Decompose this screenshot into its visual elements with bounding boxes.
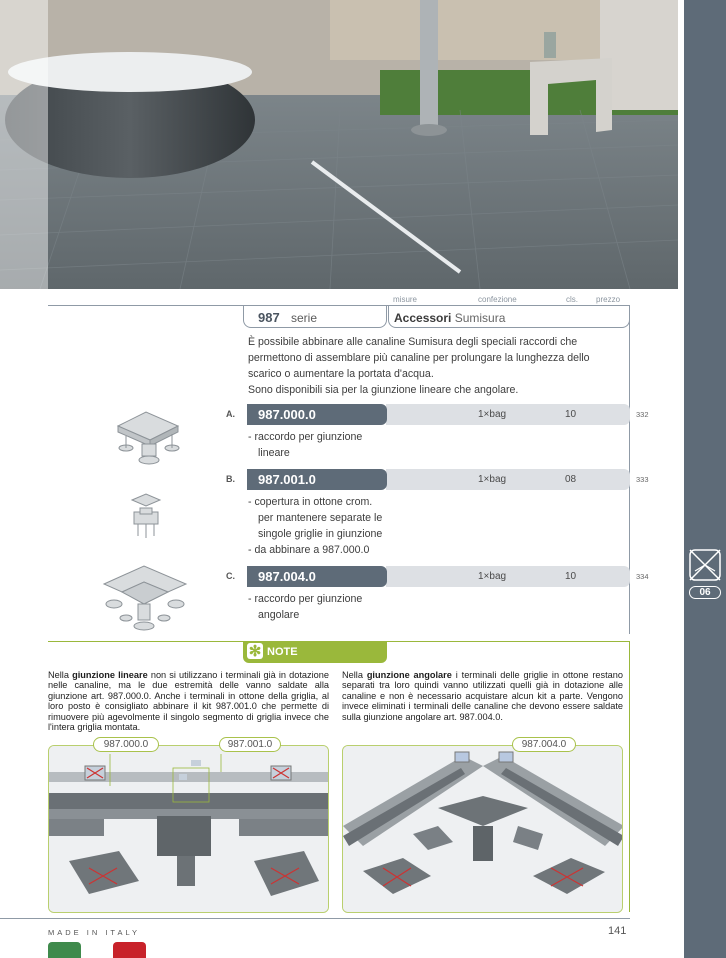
product-ref: 332 <box>636 410 649 419</box>
right-rule <box>629 306 630 634</box>
product-code[interactable]: 987.000.0 <box>247 404 387 425</box>
footer-rule <box>0 918 630 919</box>
note-left-post: non si utilizzano i terminali già in dotazione nelle canaline, ma le due estremità delle vanno saldate alla giunzione art. 987.000.0. Anche i terminali in ottone della griglia, al loro posto è consigliato abbinare il kit 987.001.0 che permette di rimuovere più agevolmente il singolo segmento di griglia invece che l'intera griglia montata. <box>48 670 330 733</box>
product-image-987001 <box>128 490 164 542</box>
italy-flag-green <box>48 942 81 958</box>
product-letter: B. <box>226 474 235 484</box>
product-bullet: - copertura in ottone crom. <box>248 496 373 508</box>
note-left-pre: Nella <box>48 670 73 680</box>
tag-987004: 987.004.0 <box>512 737 576 752</box>
hero-photo <box>0 0 678 289</box>
product-bullet: singole griglie in giunzione <box>258 528 383 540</box>
note-left-bold: giunzione lineare <box>72 670 148 680</box>
product-image-987004 <box>98 560 192 638</box>
asterisk-icon: ✻ <box>248 643 262 660</box>
sidebar-band <box>684 0 726 958</box>
product-image-987000 <box>108 404 188 468</box>
tag-987000: 987.000.0 <box>93 737 159 752</box>
page-number: 141 <box>608 925 627 937</box>
product-bullet: - raccordo per giunzione <box>248 593 363 605</box>
product-ref: 333 <box>636 475 649 484</box>
description-line: permettono di assemblare più canaline per prolungare la lunghezza dello <box>248 352 590 364</box>
linear-junction-image <box>48 745 329 913</box>
note-right-bold: giunzione angolare <box>366 670 452 680</box>
product-cls: 08 <box>565 474 577 485</box>
product-cls: 10 <box>565 409 577 420</box>
description-line: scarico o aumentare la portata d'acqua. <box>248 368 434 380</box>
angular-junction-image <box>342 745 623 913</box>
description-line: Sono disponibili sia per la giunzione lineare che angolare. <box>248 384 519 396</box>
note-left-text <box>48 670 329 732</box>
note-label: NOTE <box>267 646 298 658</box>
product-bullet: angolare <box>258 609 300 621</box>
product-band <box>386 469 630 490</box>
page-tab[interactable]: 06 <box>689 586 721 599</box>
col-prezzo: prezzo <box>596 295 621 304</box>
serie-label: serie <box>291 311 318 325</box>
description-line: È possibile abbinare alle canaline Sumisura degli speciali raccordi che <box>248 336 578 348</box>
product-bullet: per mantenere separate le <box>258 512 383 524</box>
product-code[interactable]: 987.004.0 <box>247 566 387 587</box>
serie-number: 987 <box>258 310 280 325</box>
section-title <box>394 311 505 325</box>
product-confezione: 1×bag <box>478 474 507 485</box>
product-bullet: lineare <box>258 447 290 459</box>
product-confezione: 1×bag <box>478 571 507 582</box>
product-cls: 10 <box>565 571 577 582</box>
product-bullet: - da abbinare a 987.000.0 <box>248 544 370 556</box>
product-code[interactable]: 987.001.0 <box>247 469 387 490</box>
section-title-rest: Sumisura <box>454 311 506 325</box>
note-right-post: i terminali delle griglie in ottone restano separati tra loro quindi vanno utilizzati quelli già in dotazione alle canaline e non è necessario acquistare alcun kit a parte. Vengono invece eliminati i terminali delle canaline che devono essere saldate sulla giunzione angolare art. 987.004.0. <box>342 670 623 722</box>
product-letter: C. <box>226 571 235 581</box>
note-right-pre: Nella <box>342 670 367 680</box>
tag-987001: 987.001.0 <box>219 737 281 752</box>
product-letter: A. <box>226 409 235 419</box>
col-misure: misure <box>393 295 418 304</box>
product-ref: 334 <box>636 572 649 581</box>
product-band <box>386 404 630 425</box>
description <box>248 334 618 398</box>
section-title-bold: Accessori <box>394 311 452 325</box>
italy-flag-red <box>113 942 146 958</box>
col-cls: cls. <box>566 295 578 304</box>
drain-category-icon[interactable] <box>689 549 721 581</box>
col-confezione: confezione <box>478 295 517 304</box>
note-right-rule <box>629 642 630 912</box>
product-bullet: - raccordo per giunzione <box>248 431 363 443</box>
made-in-italy: MADE IN ITALY <box>48 928 141 937</box>
note-right-text <box>342 670 623 722</box>
product-confezione: 1×bag <box>478 409 507 420</box>
note-header <box>243 642 387 663</box>
product-band <box>386 566 630 587</box>
hero-fade-overlay <box>0 0 48 289</box>
